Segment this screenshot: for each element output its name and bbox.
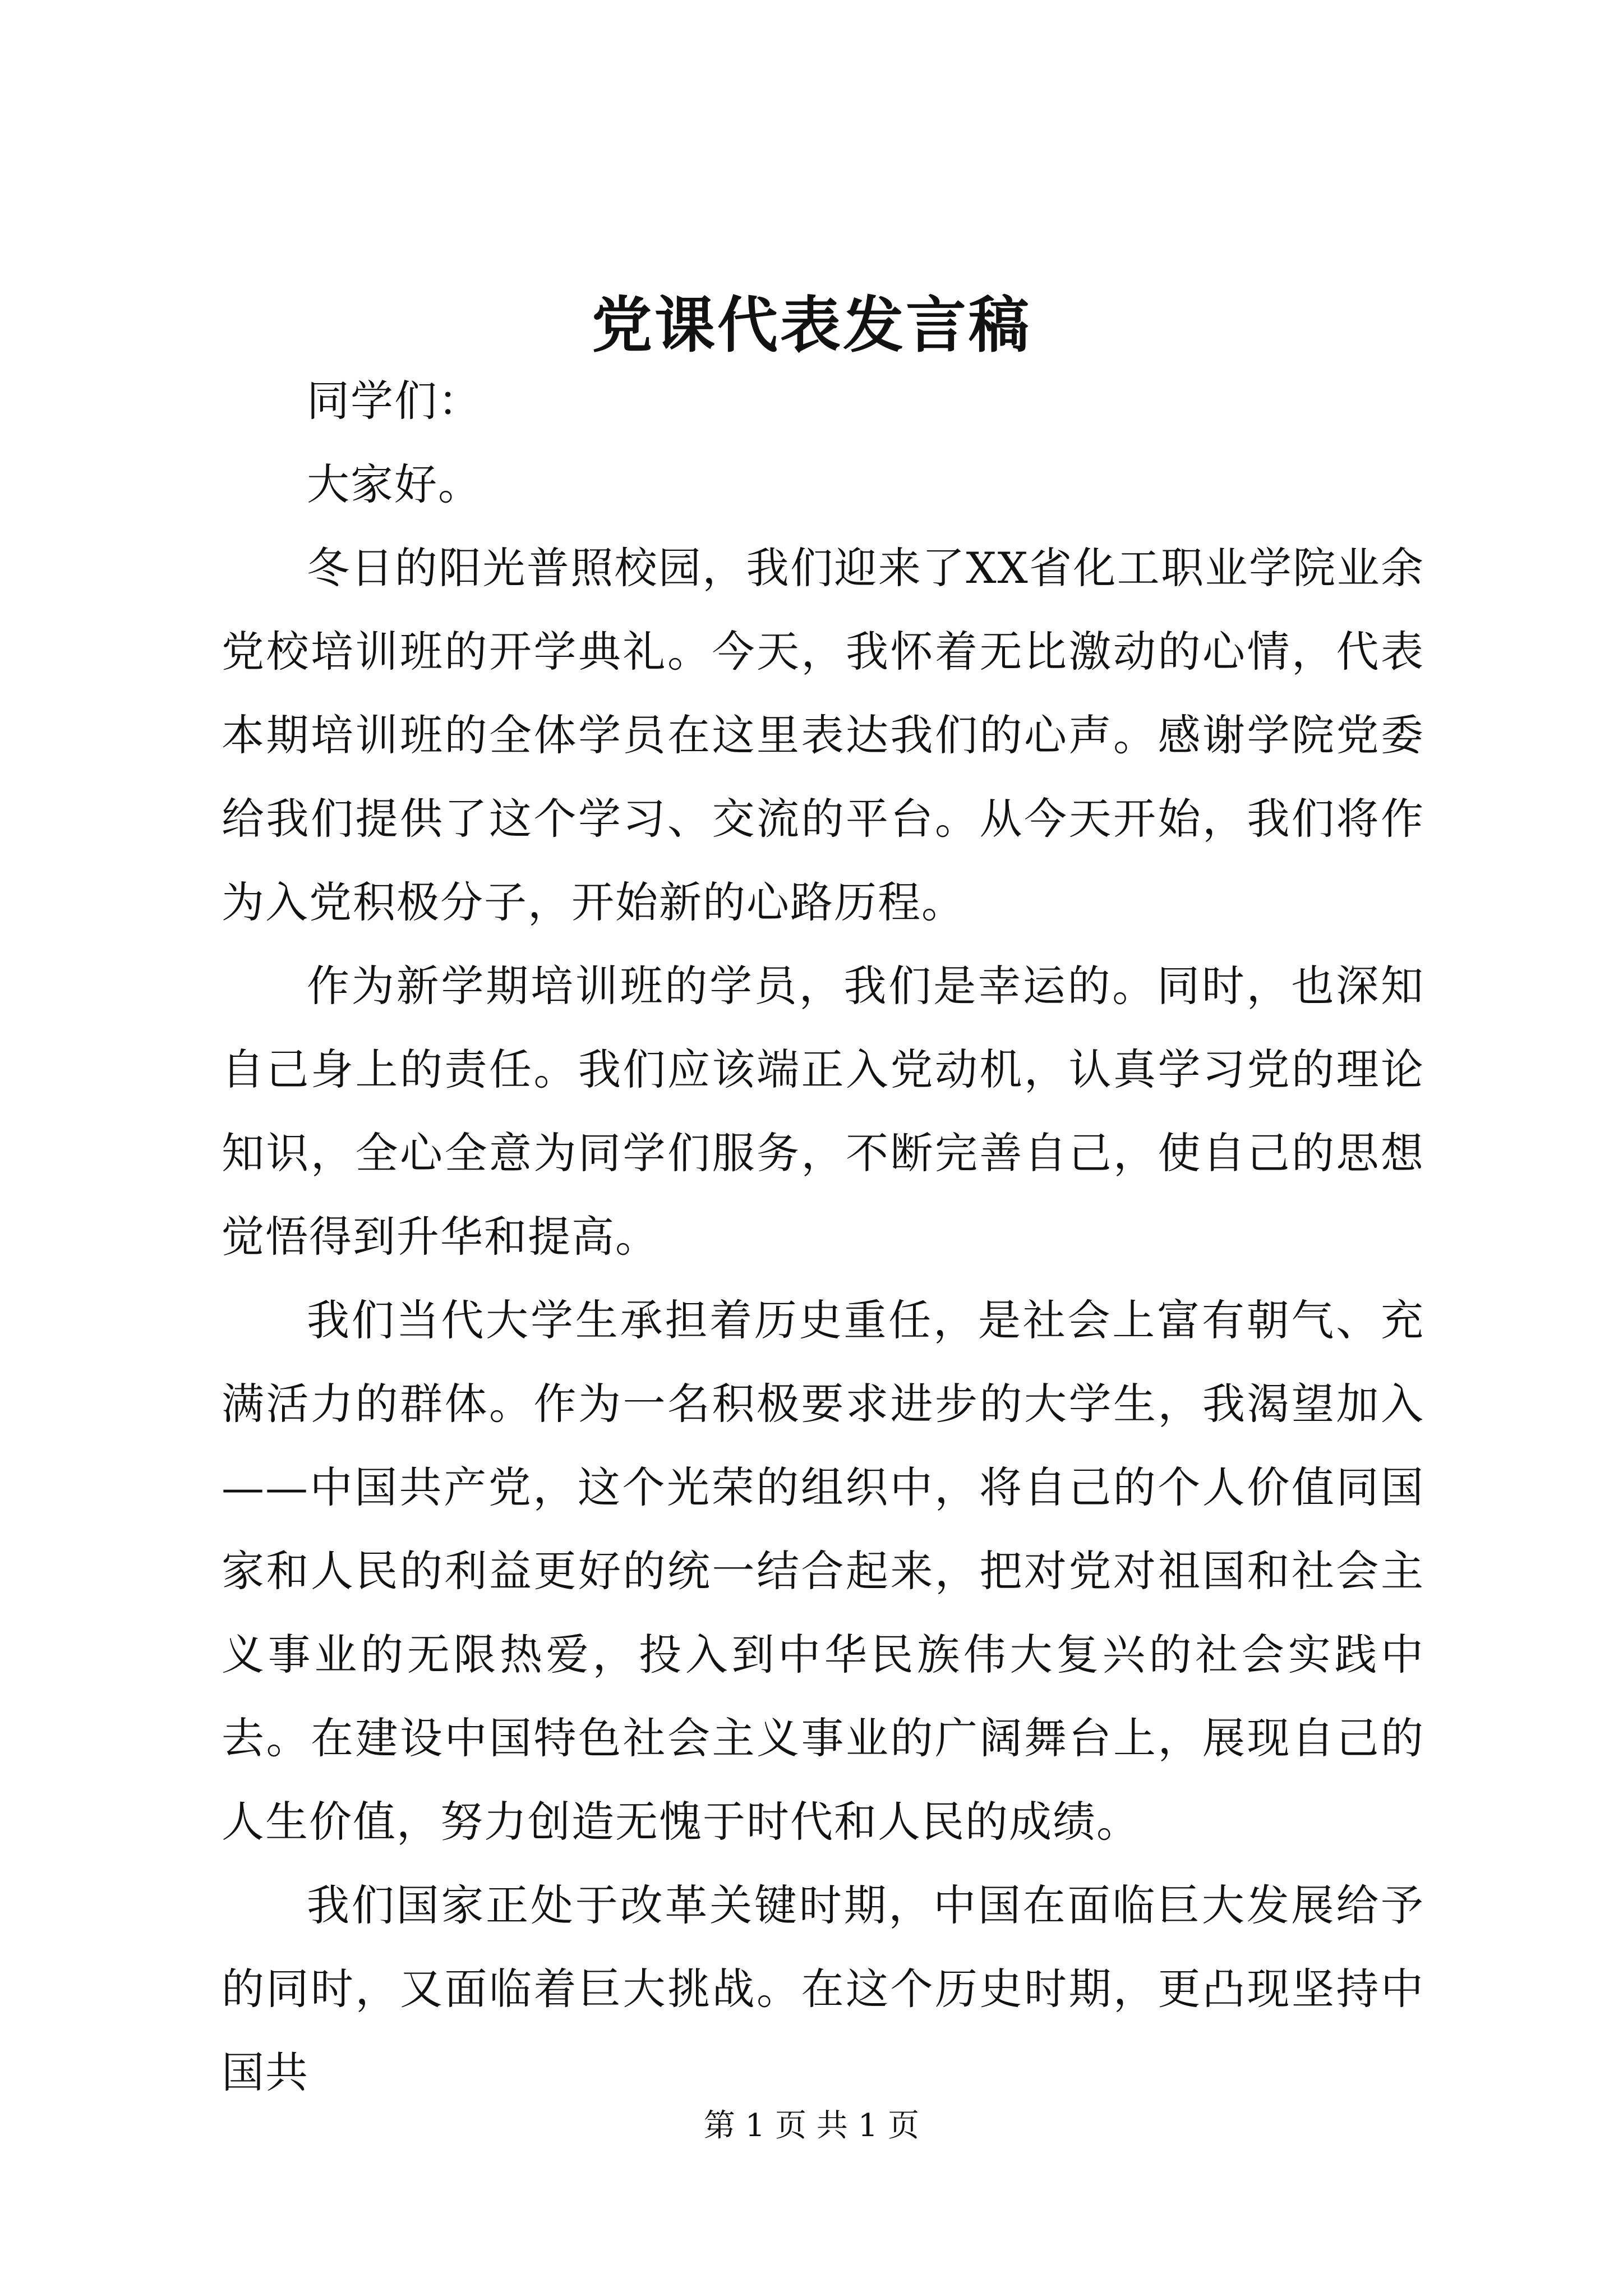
- body-paragraph-4: 我们国家正处于改革关键时期，中国在面临巨大发展给予的同时，又面临着巨大挑战。在这个历史时期，更凸现坚持中国共: [222, 1880, 1424, 2097]
- salutation-paragraph: 大家好。: [307, 459, 482, 509]
- document-title: 党课代表发言稿: [591, 290, 1031, 361]
- body-paragraph-3: 我们当代大学生承担着历史重任，是社会上富有朝气、充满活力的群体。作为一名积极要求进步的大学生，我渴望加入——中国共产党，这个光荣的组织中，将自己的个人价值同国家和人民的利益更好的统一结合起来，把对党对祖国和社会主义事业的无限热爱，投入到中华民族伟大复兴的社会实践中去。在建设中国特色社会主义事业的广阔舞台上，展现自己的人生价值，努力创造无愧于时代和人民的成绩。: [222, 1295, 1424, 1847]
- body-paragraph-1: 冬日的阳光普照校园，我们迎来了XX省化工职业学院业余党校培训班的开学典礼。今天，我怀着无比激动的心情，代表本期培训班的全体学员在这里表达我们的心声。感谢学院党委给我们提供了这个学习、交流的平台。从今天开始，我们将作为入党积极分子，开始新的心路历程。: [222, 543, 1424, 927]
- page-number-footer: 第 1 页 共 1 页: [703, 2108, 920, 2144]
- greeting-paragraph: 同学们：: [307, 376, 482, 426]
- body-paragraph-2: 作为新学期培训班的学员，我们是幸运的。同时，也深知自己身上的责任。我们应该端正入党动机，认真学习党的理论知识，全心全意为同学们服务，不断完善自己，使自己的思想觉悟得到升华和提高。: [222, 961, 1424, 1262]
- document-body: [222, 359, 1424, 2114]
